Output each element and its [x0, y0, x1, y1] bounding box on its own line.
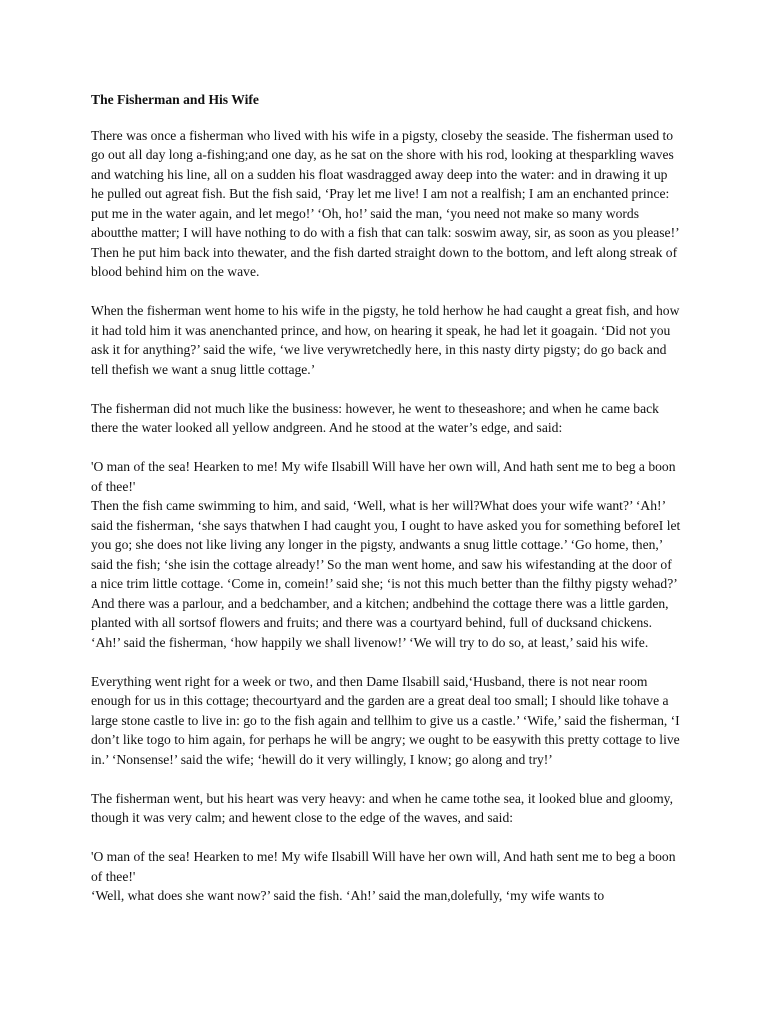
verse-1: 'O man of the sea! Hearken to me! My wife Ilsabill Will have her own will, And hath sent me to beg a boon of thee!'	[91, 459, 676, 494]
paragraph-1: There was once a fisherman who lived with his wife in a pigsty, closeby the seaside. The fisherman used to go out all day long a-fishing;and one day, as he sat on the shore with his rod, looking at thesparkling waves and watching his line, all on a sudden his float wasdragged away deep into the water: and in drawing it up he pulled out agreat fish. But the fish said, ‘Pray let me live! I am not a realfish; I am an enchanted prince: put me in the water again, and let mego!’ ‘Oh, ho!’ said the man, ‘you need not make so many words aboutthe matter; I will have nothing to do with a fish that can talk: soswim away, sir, as soon as you please!’ Then he put him back into thewater, and the fish darted straight down to the bottom, and left along streak of blood behind him on the wave.	[91, 127, 679, 279]
paragraph-7: ‘Well, what does she want now?’ said the fish. ‘Ah!’ said the man,dolefully, ‘my wife wants to	[91, 888, 605, 903]
paragraph-6: The fisherman went, but his heart was very heavy: and when he came tothe sea, it looked blue and gloomy, though it was very calm; and hewent close to the edge of the waves, and said:	[91, 790, 673, 825]
paragraph-3: The fisherman did not much like the business: however, he went to theseashore; and when he came back there the water looked all yellow andgreen. And he stood at the water’s edge, and said:	[91, 400, 659, 435]
document-page	[91, 90, 681, 906]
paragraph-2: When the fisherman went home to his wife in the pigsty, he told herhow he had caught a great fish, and how it had told him it was anenchanted prince, and how, on hearing it speak, he had let it goagain. ‘Did not you ask it for anything?’ said the wife, ‘we live verywretchedly here, in this nasty dirty pigsty; do go back and tell thefish we want a snug little cottage.’	[91, 303, 680, 377]
paragraph-4: Then the fish came swimming to him, and said, ‘Well, what is her will?What does your wife want?’ ‘Ah!’ said the fisherman, ‘she says thatwhen I had caught you, I ought to have asked you for something beforeI let you go; she does not like living any longer in the pigsty, andwants a snug little cottage.’ ‘Go home, then,’ said the fish; ‘she isin the cottage already!’ So the man went home, and saw his wifestanding at the door of a nice trim little cottage. ‘Come in, comein!’ said she; ‘is not this much better than the filthy pigsty wehad?’ And there was a parlour, and a bedchamber, and a kitchen; andbehind the cottage there was a little garden, planted with all sortsof flowers and fruits; and there was a courtyard behind, full of ducksand chickens. ‘Ah!’ said the fisherman, ‘how happily we shall livenow!’ ‘We will try to do so, at least,’ said his wife.	[91, 498, 681, 650]
verse-2: 'O man of the sea! Hearken to me! My wife Ilsabill Will have her own will, And hath sent me to beg a boon of thee!'	[91, 849, 676, 884]
document-title: The Fisherman and His Wife	[91, 92, 259, 107]
paragraph-5: Everything went right for a week or two, and then Dame Ilsabill said,‘Husband, there is not near room enough for us in this cottage; thecourtyard and the garden are a great deal too small; I should like tohave a large stone castle to live in: go to the fish again and tellhim to give us a castle.’ ‘Wife,’ said the fisherman, ‘I don’t like togo to him again, for perhaps he will be angry; we ought to be easywith this pretty cottage to live in.’ ‘Nonsense!’ said the wife; ‘hewill do it very willingly, I know; go along and try!’	[91, 673, 680, 767]
